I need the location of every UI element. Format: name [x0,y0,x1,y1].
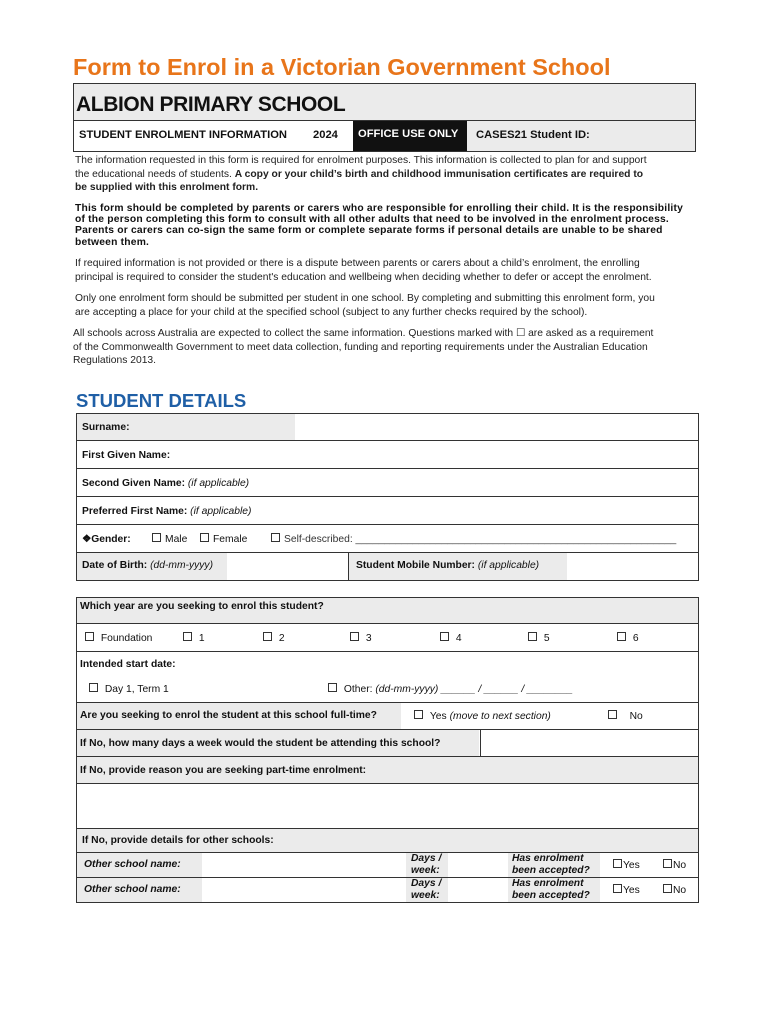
school-name: ALBION PRIMARY SCHOOL [76,93,346,116]
other-schools-question: If No, provide details for other schools: [82,835,274,846]
checkbox-icon [183,632,192,641]
accepted-yes-option-1[interactable]: Yes [613,859,640,871]
enrolment-info-label: STUDENT ENROLMENT INFORMATION [79,129,287,141]
year-option-6[interactable]: 6 [617,632,639,644]
other-school-name-label-2: Other school name: [84,884,181,895]
accepted-label-1: Has enrolment been accepted? [512,853,590,876]
checkbox-icon [263,632,272,641]
checkbox-icon [663,884,672,893]
first-name-label: First Given Name: [82,450,171,461]
intro-paragraph-2: This form should be completed by parents or carers who are responsible for enrolling their child. It is the responsibility of the person completing this form to consult with all other adults that need to be involved in the enrolment process. Parents or carers can co-sign the same form or complete separate forms if personal details are unable to be shared between them. [75,203,684,248]
intro-paragraph-5: All schools across Australia are expected to collect the same information. Questions marked with ☐ are asked as a requirement of the Commonwealth Government to meet data collection, funding and reporting requirements under the Australian Education Regulations 2013. [73,328,654,367]
second-name-input[interactable] [301,474,693,492]
checkbox-icon [617,632,626,641]
enrolment-year: 2024 [313,129,338,141]
accepted-yes-option-2[interactable]: Yes [613,884,640,896]
year-option-2[interactable]: 2 [263,632,285,644]
dob-label: Date of Birth: (dd-mm-yyyy) [82,560,214,571]
accepted-no-option-2[interactable]: No [663,884,686,896]
year-option-foundation[interactable]: Foundation [85,632,152,644]
year-option-4[interactable]: 4 [440,632,462,644]
checkbox-icon [528,632,537,641]
start-date-label: Intended start date: [80,659,176,670]
gender-female-option[interactable]: Female [200,533,247,545]
fulltime-no-option[interactable]: No [608,710,643,722]
other-school-name-input-2[interactable] [206,880,402,900]
days-week-input-1[interactable] [450,855,505,875]
intro-paragraph-1: The information requested in this form is required for enrolment purposes. This information is collected to plan for and support the educational needs of students. A copy or your child’s birth and childhood immunisation certificates are required to be supplied with this enrolment form. [75,155,647,194]
start-other-option[interactable]: Other: (dd-mm-yyyy) ______ / ______ / ________ [328,683,573,695]
year-option-3[interactable]: 3 [350,632,372,644]
gender-self-described-option[interactable]: Self-described: ________________________________________________________ [271,533,676,545]
checkbox-icon [200,533,209,542]
gender-label: ❖Gender: [82,534,131,545]
preferred-name-label: Preferred First Name: (if applicable) [82,506,252,517]
accepted-label-2: Has enrolment been accepted? [512,878,590,901]
checkbox-icon [271,533,280,542]
dob-input[interactable] [229,556,344,576]
other-school-name-input-1[interactable] [206,855,402,875]
fulltime-yes-option[interactable]: Yes (move to next section) [414,710,551,722]
checkbox-icon [414,710,423,719]
mobile-input[interactable] [570,556,695,576]
days-per-week-input[interactable] [485,733,693,753]
days-week-label-2: Days / week: [411,878,442,901]
part-time-reason-input[interactable] [80,787,694,825]
surname-label: Surname: [82,422,130,433]
accepted-no-option-1[interactable]: No [663,859,686,871]
checkbox-icon [613,884,622,893]
checkbox-icon [608,710,617,719]
fulltime-question: Are you seeking to enrol the student at this school full-time? [80,710,377,721]
days-week-label-1: Days / week: [411,853,442,876]
checkbox-icon [663,859,672,868]
year-option-1[interactable]: 1 [183,632,205,644]
other-school-name-label-1: Other school name: [84,859,181,870]
days-week-input-2[interactable] [450,880,505,900]
form-title: Form to Enrol in a Victorian Government School [73,54,611,80]
year-option-5[interactable]: 5 [528,632,550,644]
cases21-label: CASES21 Student ID: [476,129,590,141]
gender-male-option[interactable]: Male [152,533,187,545]
year-question: Which year are you seeking to enrol this student? [80,601,324,612]
checkbox-icon [89,683,98,692]
checkbox-icon [440,632,449,641]
first-name-input[interactable] [301,446,693,464]
checkbox-icon [85,632,94,641]
checkbox-icon [328,683,337,692]
surname-input[interactable] [301,418,693,436]
second-name-label: Second Given Name: (if applicable) [82,478,250,489]
mobile-label: Student Mobile Number: (if applicable) [356,560,540,571]
student-details-heading: STUDENT DETAILS [76,390,247,411]
checkbox-icon [152,533,161,542]
intro-paragraph-3: If required information is not provided or there is a dispute between parents or carers about a child’s enrolment, the enrolling principal is required to consider the student's education and wellbeing when deciding whether to defer or accept the enrolment. [75,258,652,283]
office-use-badge: OFFICE USE ONLY [353,121,467,151]
preferred-name-input[interactable] [301,502,693,520]
intro-paragraph-4: Only one enrolment form should be submitted per student in one school. By completing and submitting this enrolment form, you are accepting a place for your child at the specified school (subject to any further checks required by the school). [75,293,655,318]
commonwealth-marker-icon: ❖ [82,534,92,545]
start-day1-option[interactable]: Day 1, Term 1 [89,683,169,695]
checkbox-icon [350,632,359,641]
part-time-reason-question: If No, provide reason you are seeking part-time enrolment: [80,765,367,776]
days-per-week-question: If No, how many days a week would the student be attending this school? [80,738,441,749]
checkbox-icon [613,859,622,868]
